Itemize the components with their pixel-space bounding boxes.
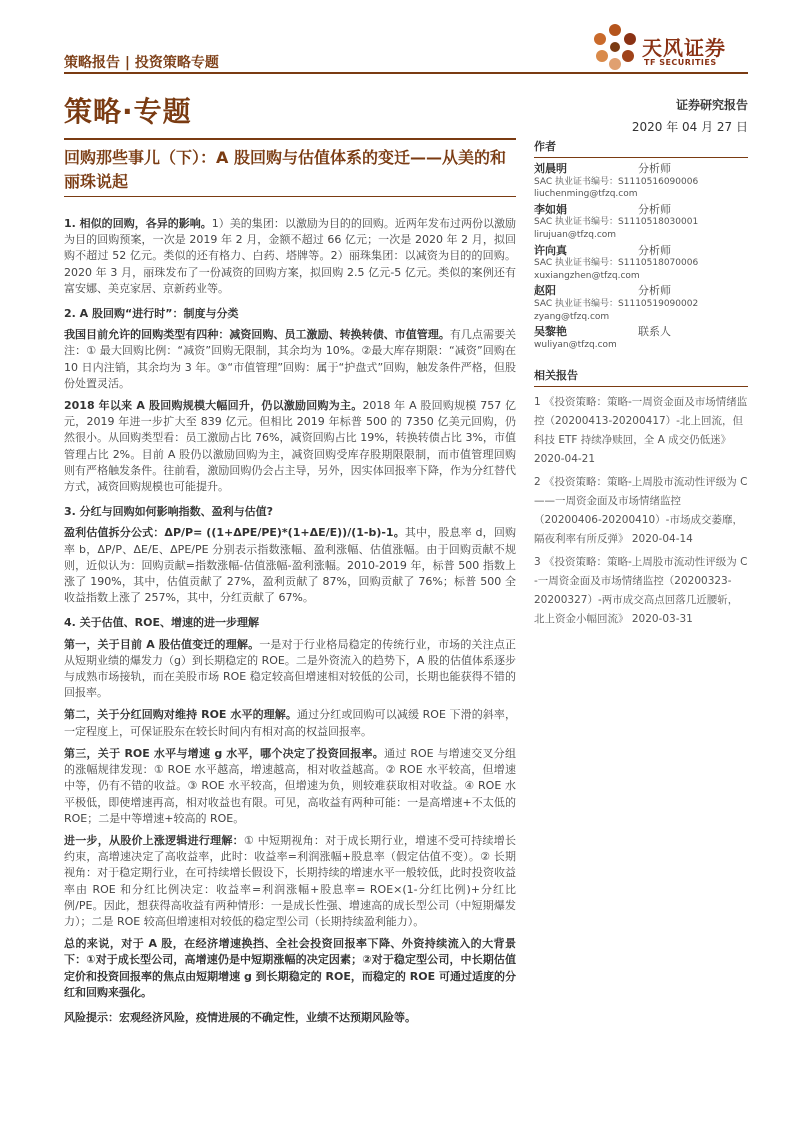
author-cert: SAC 执业证书编号：S1110518070006 [534, 258, 699, 269]
related-reports-heading: 相关报告 [534, 367, 748, 387]
author-cert: SAC 执业证书编号：S1110519090002 [534, 298, 699, 309]
paragraph-text: 有几点需要关注：① 最大回购比例：“减资”回购无限制，其余均为 10%。②最大库存期限：“减资”回购在 10 日内注销，其余均为 3 年。③“市值管理”回购：属于“护盘式”回购，触发条件严格，但股份处置灵活。 [64, 328, 516, 390]
author-card [534, 204, 748, 242]
author-role: 分析师 [638, 243, 671, 257]
paragraph-lead: 2018 年以来 A 股回购规模大幅回升，仍以激励回购为主。 [64, 399, 363, 413]
author-role: 分析师 [638, 162, 671, 175]
author-card [534, 163, 748, 201]
section-paragraph [64, 637, 516, 702]
section-paragraph [64, 216, 516, 297]
section-heading: 1. 相似的回购，各异的影响。 [64, 217, 212, 230]
report-body [64, 216, 516, 1026]
tf-logo-icon [590, 22, 640, 72]
page-title: 策略·专题 [64, 95, 192, 128]
paragraph-text: 其中，股息率 d，回购率 b，ΔP/P、ΔE/E、ΔPE/PE 分别表示指数涨幅、盈利涨幅、估值涨幅。由于回购贡献不规则，近似认为：回购贡献=指数涨幅-估值涨幅-盈利涨幅。2010-2019 年，标普 500 指数上涨了 190%，其中，估值贡献了 27%，盈利贡献了 87%，回购贡献了 76%；标普 500 全收益指数上涨了 257%，其中，分红贡献了 67%。 [64, 526, 516, 605]
paragraph-lead: 总的来说，对于 A 股，在经济增速换挡、全社会投资回报率下降、外资持续流入的大背景下：①对于成长型公司，高增速仍是中短期涨幅的决定因素；②对于稳定型公司，中长期估值定价和投资回报率的焦点由短期增速 g 到长期稳定的 ROE，而稳定的 ROE 可通过适度的分红和回购来强化。 [64, 937, 516, 999]
author-cert: SAC 执业证书编号：S1110516090006 [534, 176, 699, 187]
author-card [534, 285, 748, 323]
section-paragraph [64, 936, 516, 1001]
section-4 [64, 615, 516, 1000]
document-type: 证券研究报告 [675, 98, 748, 112]
logo-text-en: TF SECURITIES [644, 58, 717, 67]
author-role: 分析师 [638, 202, 671, 216]
section-2 [64, 306, 516, 495]
paragraph-text: 一是对于行业格局稳定的传统行业，市场的关注点正从短期业绩的爆发力（g）到长期稳定的 ROE。二是外资流入的趋势下，A 股的估值体系逐步与成熟市场接轨，而在美股市场 ROE 稳定较高但增速相对较低的公司，长期也能获得不错的回报率。 [64, 637, 517, 700]
sidebar [534, 138, 748, 633]
related-report-link[interactable]: 3 《投资策略：策略-上周股市流动性评级为 C -一周资金面及市场情绪监控（20200323-20200327）-两市成交高点回落几近腰斩，北上资金小幅回流》 2020-03-31 [534, 556, 748, 626]
author-name: 刘晨明 [534, 162, 567, 175]
author-role: 分析师 [638, 284, 671, 298]
related-report-link[interactable]: 2 《投资策略：策略-上周股市流动性评级为 C——一周资金面及市场情绪监控（20200406-20200410）-市场成交萎靡，隔夜利率有所反弹》 2020-04-14 [534, 476, 748, 546]
section-heading: 3. 分红与回购如何影响指数、盈利与估值? [64, 505, 274, 519]
risk-warning: 风险提示：宏观经济风险，疫情进展的不确定性，业绩不达预期风险等。 [64, 1010, 416, 1024]
section-paragraph [64, 327, 516, 392]
logo-text-cn: 天风证券 [642, 36, 726, 60]
header-divider [64, 72, 748, 74]
paragraph-text: 通过分红或回购可以减缓 ROE 下滑的斜率，一定程度上，可保证股东在较长时间内有相对高的权益回报率。 [64, 708, 516, 738]
author-role: 联系人 [638, 325, 671, 339]
report-category: 策略报告 | 投资策略专题 [64, 55, 219, 71]
report-subtitle: 回购那些事儿（下）：A 股回购与估值体系的变迁——从美的和丽珠说起 [64, 148, 506, 191]
section-paragraph [64, 525, 516, 606]
paragraph-lead: 第二，关于分红回购对维持 ROE 水平的理解。 [64, 708, 297, 722]
paragraph-lead: 第一，关于目前 A 股估值变迁的理解。 [64, 637, 260, 651]
section-paragraph [64, 398, 516, 495]
authors-heading: 作者 [534, 138, 748, 158]
section-3 [64, 504, 516, 606]
subtitle-divider [64, 196, 516, 197]
paragraph-lead: 进一步，从股价上涨逻辑进行理解： [64, 833, 244, 847]
paragraph-lead: 我国目前允许的回购类型有四种：减资回购、员工激励、转换转债、市值管理。 [64, 328, 450, 342]
author-email[interactable]: lirujuan@tfzq.com [534, 229, 617, 240]
section-heading: 4. 关于估值、ROE、增速的进一步理解 [64, 616, 259, 630]
author-card [534, 245, 748, 283]
author-email[interactable]: liuchenming@tfzq.com [534, 189, 638, 200]
paragraph-lead: 第三，关于 ROE 水平与增速 g 水平，哪个决定了投资回报率。 [64, 746, 385, 760]
report-date: 2020 年 04 月 27 日 [631, 120, 748, 134]
author-email[interactable]: xuxiangzhen@tfzq.com [534, 270, 640, 281]
author-name: 许向真 [534, 243, 567, 257]
author-email[interactable]: wuliyan@tfzq.com [534, 339, 617, 350]
paragraph-text: 通过 ROE 与增速交叉分组的涨幅规律发现：① ROE 水平越高，增速越高，相对收益越高。② ROE 水平较高，但增速中等，仍有不错的收益。③ ROE 水平较高，但增速为负，则较难获取相对收益。④ ROE 水平极低，即使增速再高，相对收益也有限。可见，高收益有两种可能：一是高增速+不太低的 ROE；二是中等增速+较高的 ROE。 [64, 746, 516, 825]
author-card [534, 326, 748, 351]
author-name: 李如娟 [534, 202, 567, 216]
section-paragraph [64, 833, 516, 930]
related-report-link[interactable]: 1 《投资策略：策略-一周资金面及市场情绪监控（20200413-20200417）-北上回流，但科技 ETF 持续净赎回，全 A 成交仍低迷》 2020-04-21 [534, 396, 748, 466]
author-email[interactable]: zyang@tfzq.com [534, 311, 610, 322]
author-name: 赵阳 [534, 284, 556, 298]
paragraph-lead: 盈利估值拆分公式：ΔP/P= ((1+ΔPE/PE)*(1+ΔE/E))/(1-b)-1。 [64, 526, 405, 540]
paragraph-text: ① 中短期视角：对于成长期行业，增速不受可持续增长约束，高增速决定了高收益率，此时：收益率=利润涨幅+股息率（假定估值不变）。② 长期视角：对于稳定期行业，在可持续增长假设下，长期持续的增速水平一般较低，此时投资收益率由 ROE 和分红比例决定：收益率=利润涨幅+股息率= ROE×(1-分红比例)+分红比例/PE。因此，想获得高收益有两种情形：一是成长性强、增速高的成长型公司（中短期爆发力）；二是 ROE 较高但增速相对较低的稳定型公司（长期持续盈利能力）。 [64, 833, 516, 928]
section-paragraph [64, 746, 516, 827]
section-1 [64, 216, 516, 297]
section-heading: 2. A 股回购“进行时”：制度与分类 [64, 307, 239, 321]
author-name: 吴黎艳 [534, 325, 567, 339]
paragraph-text: 2018 年 A 股回购规模 757 亿元，2019 年进一步扩大至 839 亿元。但相比 2019 年标普 500 的 7350 亿美元回购，仍然很小。从回购类型看：员工激励占比 76%，减资回购占比 19%，转换转债占比 3%，市值管理占比 2%。目前 A 股仍以激励回购为主，减资回购受库存股期限限制，而市值管理回购则有严格触发条件。往前看，激励回购仍会占主导，另外，因实体回报率下降，作为分红替代方式，减资回购规模也可能提升。 [64, 399, 516, 494]
section-paragraph [64, 707, 516, 739]
author-cert: SAC 执业证书编号：S1110518030001 [534, 217, 699, 228]
paragraph-text: 1）美的集团：以激励为目的的回购。近两年发布过两份以激励为目的回购预案，一次是 2019 年 2 月，金额不超过 66 亿元；一次是 2020 年 2 月，拟回购不超过 52 亿元。类似的还有格力、白药、塔牌等。2）丽珠集团：以减资为目的的回购。2020 年 3 月，丽珠发布了一份减资的回购方案，拟回购 2.5 亿元-5 亿元。类似的案例还有富安娜、美克家居、京新药业等。 [64, 217, 516, 295]
title-divider [64, 138, 516, 140]
